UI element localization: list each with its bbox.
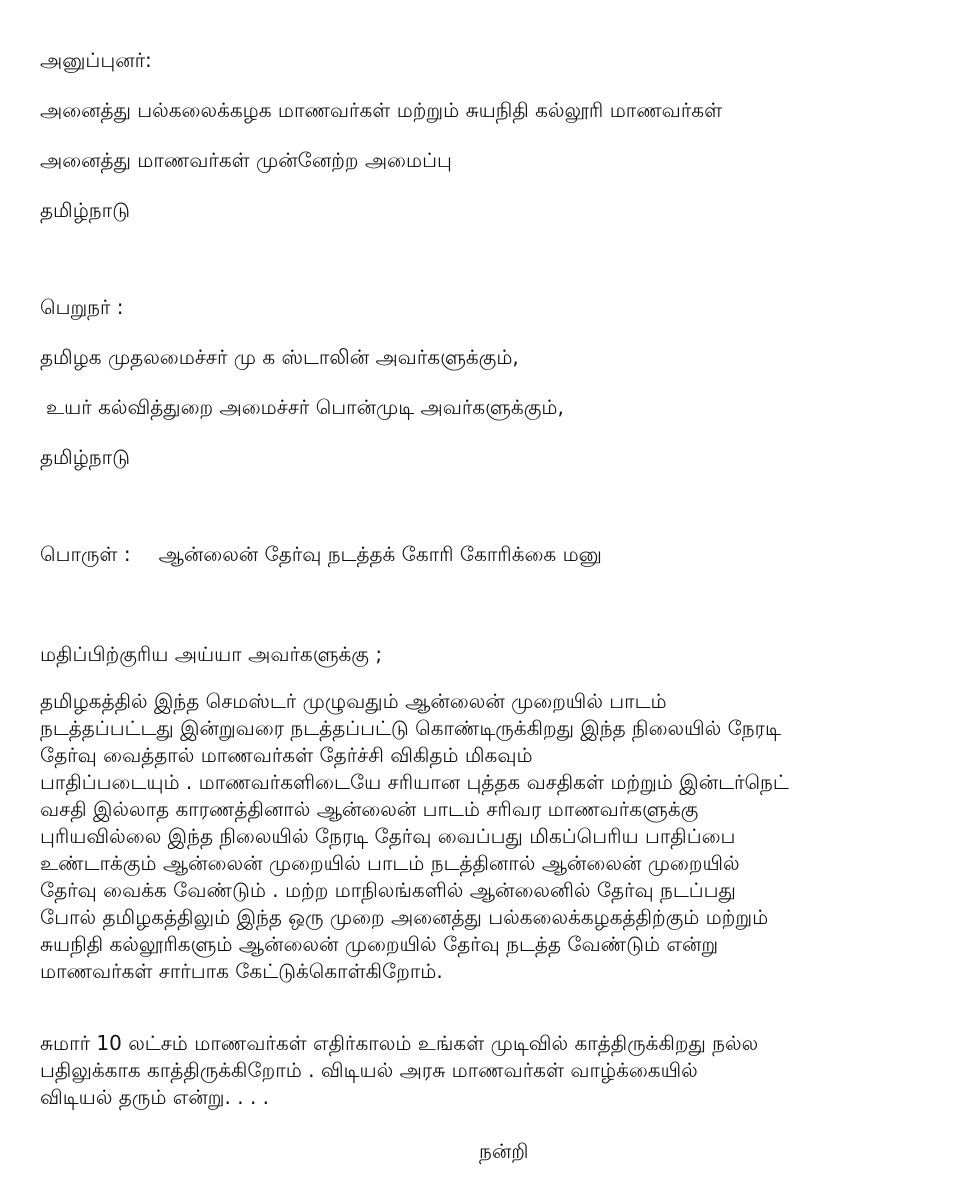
paragraph-line: நடத்தப்பட்டது இன்றுவரை நடத்தப்பட்டு கொண்டிருக்கிறது இந்த நிலையில் நேரடி xyxy=(40,716,781,740)
sender-line-2: அனைத்து மாணவர்கள் முன்னேற்ற அமைப்பு xyxy=(40,148,452,172)
paragraph-line: பாதிப்படையும் . மாணவர்களிடையே சரியான புத்தக வசதிகள் மற்றும் இன்டர்நெட் xyxy=(40,770,789,794)
subject-line xyxy=(40,540,602,568)
recipient-line-2: உயர் கல்வித்துறை அமைச்சர் பொன்முடி அவர்களுக்கும், xyxy=(46,395,564,419)
paragraph-line: விடியல் தரும் என்று. . . . xyxy=(40,1085,270,1109)
body-paragraph-2 xyxy=(40,1030,945,1111)
subject-text: ஆன்லைன் தேர்வு நடத்தக் கோரி கோரிக்கை மனு xyxy=(158,542,602,566)
paragraph-line: போல் தமிழகத்திலும் இந்த ஒரு முறை அனைத்து பல்கலைக்கழகத்திற்கும் மற்றும் xyxy=(40,905,769,929)
paragraph-line: பதிலுக்காக காத்திருக்கிறோம் . விடியல் அரசு மாணவர்கள் வாழ்க்கையில் xyxy=(40,1058,698,1082)
recipient-label: பெறுநர் : xyxy=(40,295,124,319)
paragraph-line: தேர்வு வைத்தால் மாணவர்கள் தேர்ச்சி விகிதம் மிகவும் xyxy=(40,743,533,767)
closing-thanks: நன்றி xyxy=(479,1139,529,1163)
paragraph-line: உண்டாக்கும் ஆன்லைன் முறையில் பாடம் நடத்தினால் ஆன்லைன் முறையில் xyxy=(40,851,740,875)
subject-label: பொருள் : xyxy=(40,542,131,566)
sender-line-1: அனைத்து பல்கலைக்கழக மாணவர்கள் மற்றும் சுயநிதி கல்லூரி மாணவர்கள் xyxy=(40,98,723,122)
salutation: மதிப்பிற்குரிய அய்யா அவர்களுக்கு ; xyxy=(40,642,383,666)
paragraph-line: சுயநிதி கல்லூரிகளும் ஆன்லைன் முறையில் தேர்வு நடத்த வேண்டும் என்று xyxy=(40,932,719,956)
sender-line-3: தமிழ்நாடு xyxy=(40,198,130,222)
paragraph-line: தமிழகத்தில் இந்த செமஸ்டர் முழுவதும் ஆன்லைன் முறையில் பாடம் xyxy=(40,689,667,713)
paragraph-line: வசதி இல்லாத காரணத்தினால் ஆன்லைன் பாடம் சரிவர மாணவர்களுக்கு xyxy=(40,797,699,821)
paragraph-line: தேர்வு வைக்க வேண்டும் . மற்ற மாநிலங்களில் ஆன்லைனில் தேர்வு நடப்பது xyxy=(40,878,736,902)
body-paragraph-1 xyxy=(40,688,945,985)
paragraph-line: மாணவர்கள் சார்பாக கேட்டுக்கொள்கிறோம். xyxy=(40,959,443,983)
recipient-line-3: தமிழ்நாடு xyxy=(40,445,130,469)
sender-label: அனுப்புனர்: xyxy=(40,48,152,72)
recipient-line-1: தமிழக முதலமைச்சர் மு க ஸ்டாலின் அவர்களுக்கும், xyxy=(40,345,519,369)
paragraph-line: புரியவில்லை இந்த நிலையில் நேரடி தேர்வு வைப்பது மிகப்பெரிய பாதிப்பை xyxy=(40,824,736,848)
paragraph-line: சுமார் 10 லட்சம் மாணவர்கள் எதிர்காலம் உங்கள் முடிவில் காத்திருக்கிறது நல்ல xyxy=(40,1031,759,1055)
